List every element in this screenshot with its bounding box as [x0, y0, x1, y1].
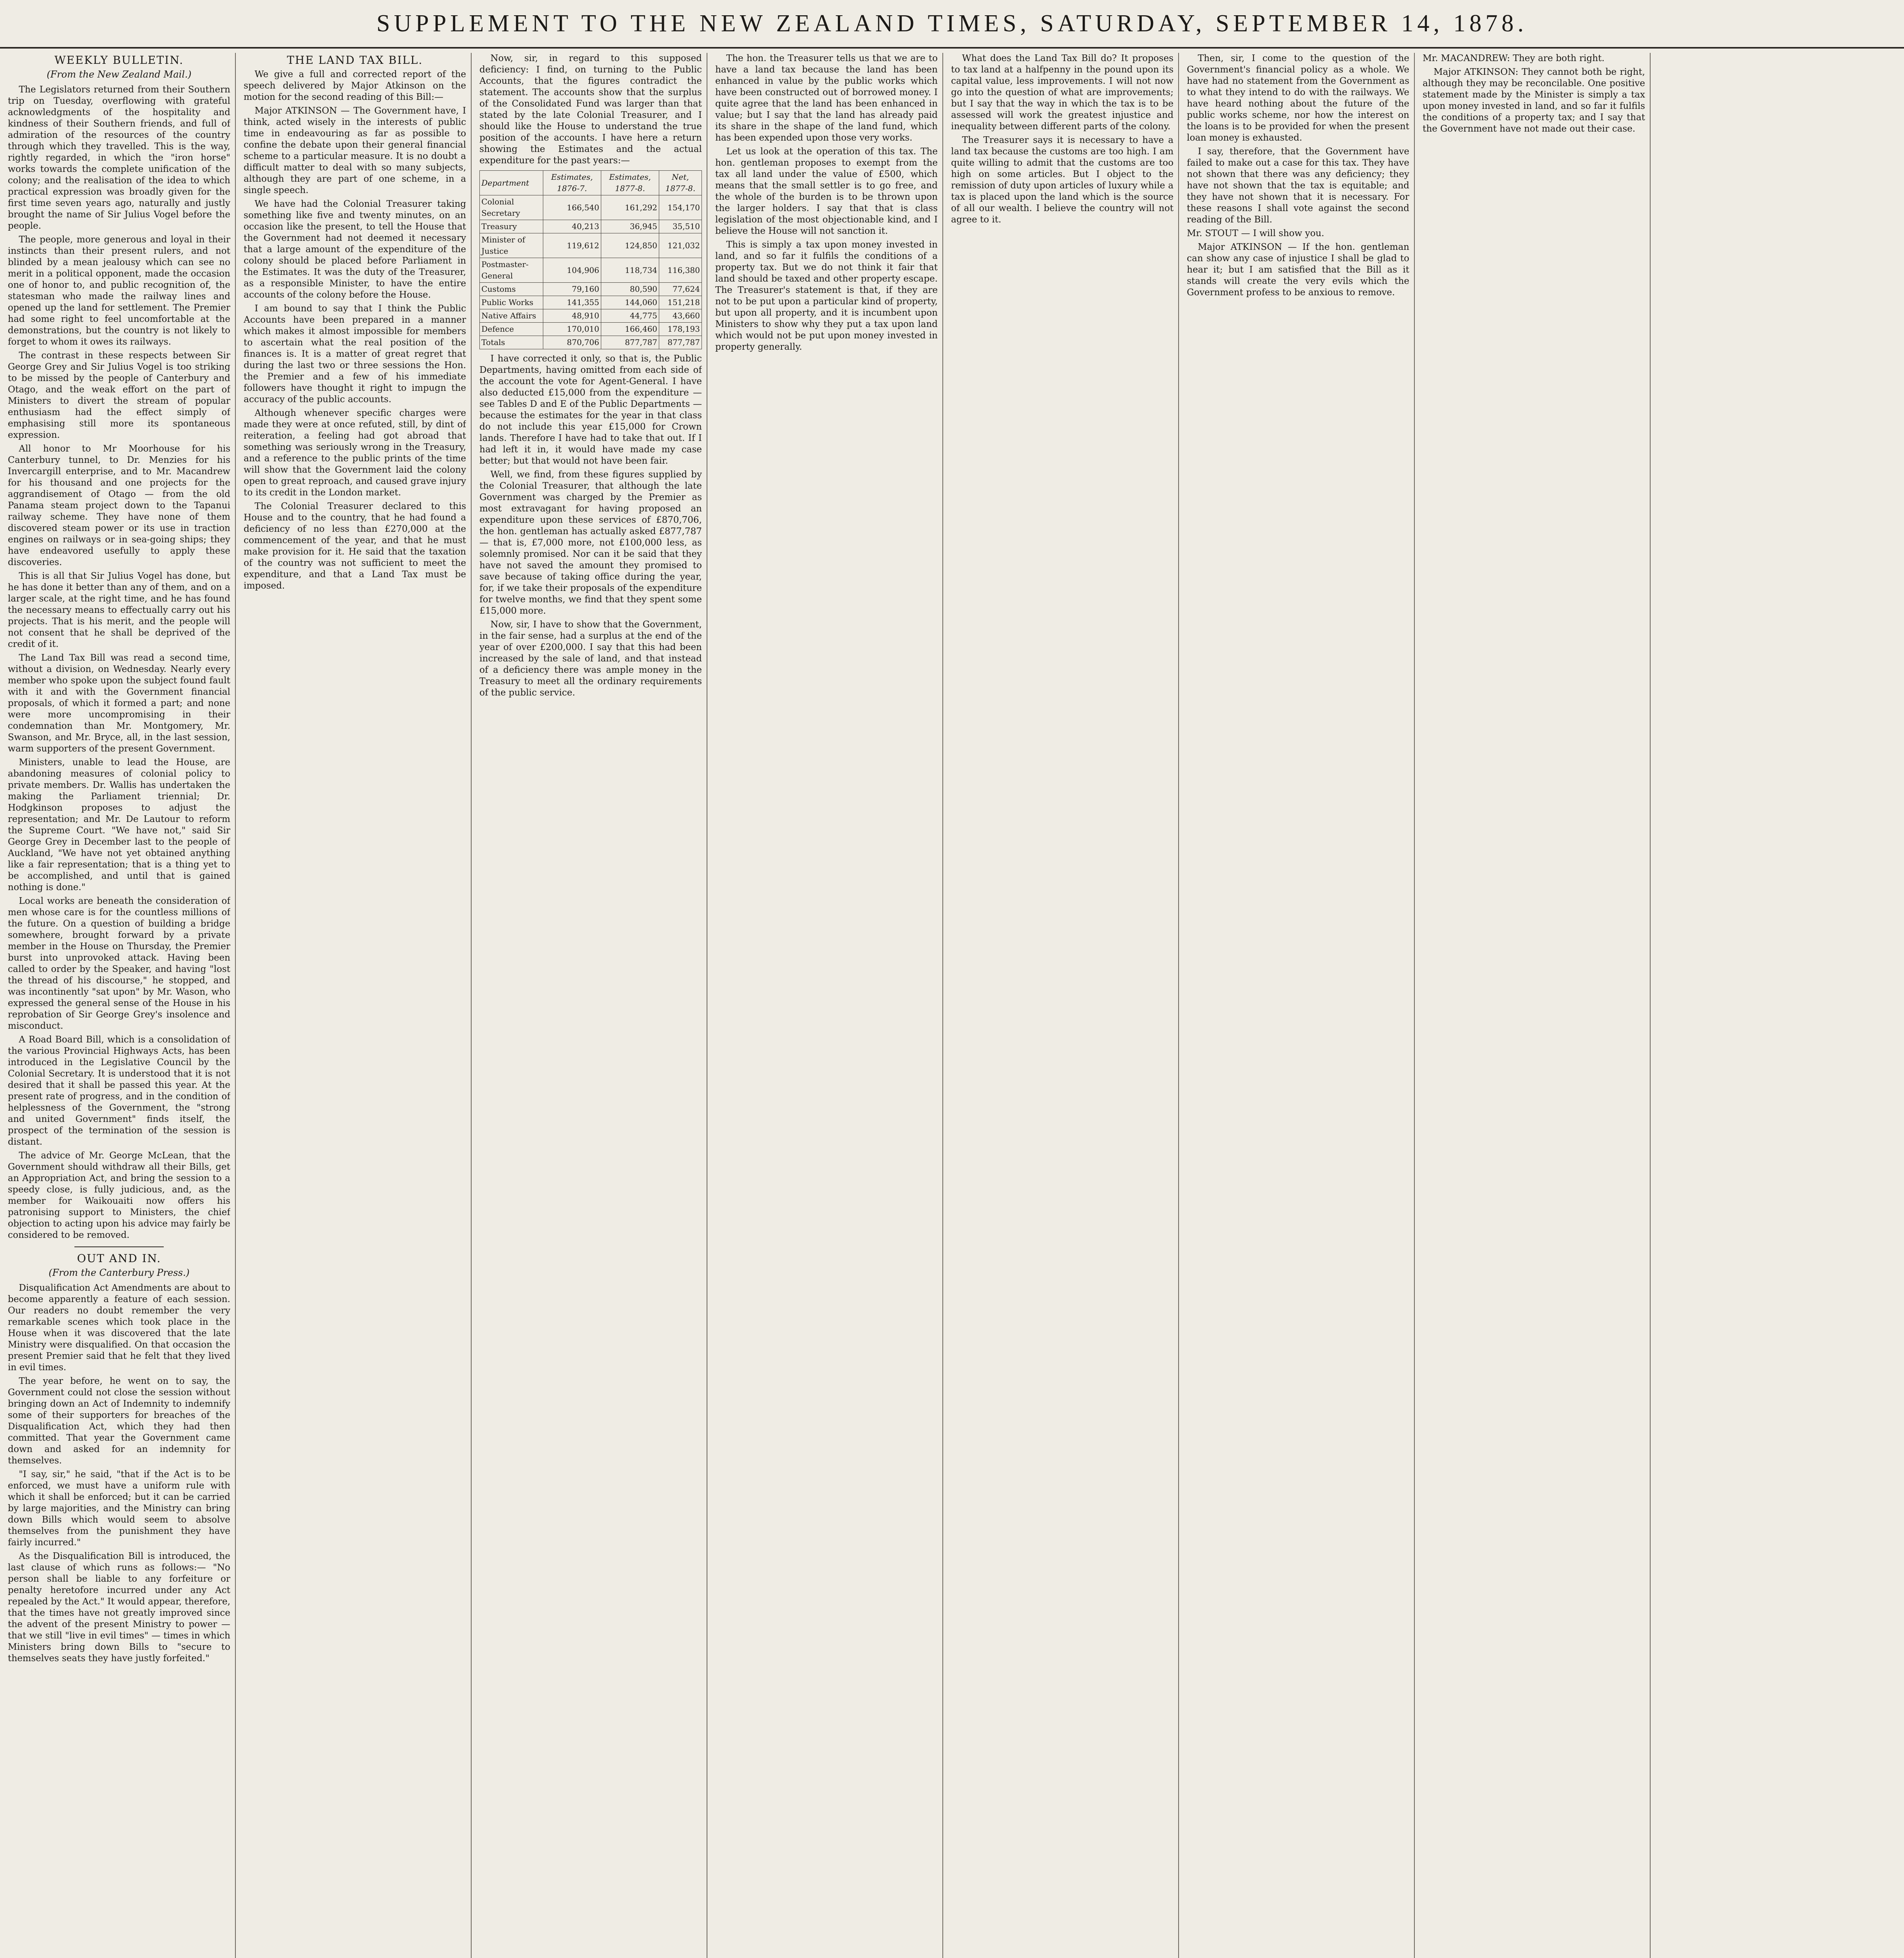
table-cell: 877,787: [659, 336, 702, 349]
table-header-row: [480, 171, 702, 195]
article-paragraph: The hon. the Treasurer tells us that we are to have a land tax because the land has been enhanced in value by the public works which have been constructed out of borrowed money. I quite agree that the land has been enhanced in value; but I say that the land has already paid its share in the shape of the land fund, which has been expended upon those very works.: [715, 53, 938, 143]
article-paragraph: This is simply a tax upon money invested in land, and so far it fulfils the conditions of a property tax. But we do not think it fair that land should be taxed and other property escape. The Treasurer's statement is that, if they are not to be put upon a particular kind of property, but upon all property, and it is incumbent upon Ministers to show why they put a tax upon land which would not be put upon money invested in property generally.: [715, 240, 938, 352]
column-land-tax-6: [1423, 53, 1645, 1958]
table-cell: 141,355: [543, 296, 601, 309]
column-land-tax-1: [244, 53, 466, 1958]
table-cell: 161,292: [601, 195, 659, 220]
article-paragraph: Now, sir, in regard to this supposed deficiency: I find, on turning to the Public Accounts, that the figures contradict the statement. The accounts show that the surplus of the Consolidated Fund was larger than that stated by the late Colonial Treasurer, and I should like the House to understand the true position of the accounts. I have here a return showing the Estimates and the actual expenditure for the past years:—: [479, 53, 702, 166]
table-cell: 119,612: [543, 233, 601, 258]
column-land-tax-7: [1658, 53, 1896, 1958]
masthead: [0, 0, 1904, 49]
table-cell: 877,787: [601, 336, 659, 349]
table-header-cell: Department: [480, 171, 543, 195]
table-cell: Minister of Justice: [480, 233, 543, 258]
table-cell: Postmaster-General: [480, 258, 543, 283]
table-cell: 118,734: [601, 258, 659, 283]
table-cell: 116,380: [659, 258, 702, 283]
column-land-tax-5: [1187, 53, 1409, 1958]
article-paragraph: What does the Land Tax Bill do? It proposes to tax land at a halfpenny in the pound upon its capital value, less improvements. I will not now go into the question of what are improvements; but I say that the way in which the tax is to be assessed will work the greatest injustice and inequality between different parts of the colony.: [951, 53, 1174, 132]
table-cell: Colonial Secretary: [480, 195, 543, 220]
table-cell: 44,775: [601, 309, 659, 323]
table-cell: 178,193: [659, 323, 702, 336]
article-paragraph: The Treasurer says it is necessary to have a land tax because the customs are too high. I am quite willing to admit that the customs are too high on some articles. But I object to the remission of duty upon articles of luxury while a tax is placed upon the land which is the source of all our wealth. I believe the country will not agree to it.: [951, 135, 1174, 225]
table-cell: 77,624: [659, 283, 702, 296]
article-paragraph: Major ATKINSON — If the hon. gentleman can show any case of injustice I shall be glad to hear it; but I am satisfied that the Bill as it stands will create the very evils which the Government profess to be anxious to remove.: [1187, 242, 1409, 298]
table-cell: Totals: [480, 336, 543, 349]
table-row: [480, 283, 702, 296]
expenditure-table: [479, 170, 702, 349]
article-paragraph: Well, we find, from these figures supplied by the Colonial Treasurer, that although the late Government was charged by the Premier as most extravagant for having proposed an expenditure upon these services of £870,706, the hon. gentleman has actually asked £877,787 — that is, £7,000 more, not £100,000 less, as solemnly promised. Nor can it be said that they have not saved the amount they promised to save because of taking office during the year, for, if we take their proposals of the expenditure for twelve months, we find that they spent some £15,000 more.: [479, 470, 702, 616]
table-cell: 40,213: [543, 220, 601, 233]
table-cell: Native Affairs: [480, 309, 543, 323]
article-paragraph: Disqualification Act Amendments are about to become apparently a feature of each session. Our readers no doubt remember the very remarkable scenes which took place in the House when it was discovered that the late Ministry were disqualified. On that occasion the present Premier said that he felt that they lived in evil times.: [8, 1283, 230, 1373]
table-cell: 48,910: [543, 309, 601, 323]
table-row: [480, 296, 702, 309]
masthead-title: SUPPLEMENT TO THE NEW ZEALAND TIMES, SATURDAY, SEPTEMBER 14, 1878.: [376, 10, 1528, 37]
table-cell: 104,906: [543, 258, 601, 283]
article-paragraph: The contrast in these respects between Sir George Grey and Sir Julius Vogel is too striking to be missed by the people of Canterbury and Otago, and the weak effort on the part of Ministers to divert the stream of popular enthusiasm had the effect simply of emphasising still more its spontaneous expression.: [8, 350, 230, 440]
table-row: [480, 323, 702, 336]
table-row: [480, 258, 702, 283]
table-row: [480, 220, 702, 233]
land-tax-heading: THE LAND TAX BILL.: [287, 54, 423, 67]
speaker-line: Mr. MACANDREW: They are both right.: [1423, 53, 1605, 63]
table-cell: Defence: [480, 323, 543, 336]
article-paragraph: This is all that Sir Julius Vogel has done, but he has done it better than any of them, and on a larger scale, at the right time, and he has found the necessary means to effectually carry out his projects. That is his merit, and the people will not consent that he shall be deprived of the credit of it.: [8, 571, 230, 649]
table-header-cell: Estimates, 1877-8.: [601, 171, 659, 195]
article-paragraph: Although whenever specific charges were made they were at once refuted, still, by dint of reiteration, a feeling had got abroad that something was seriously wrong in the Treasury, and a reference to the public prints of the time will show that the Government laid the colony open to great reproach, and caused grave injury to its credit in the London market.: [244, 408, 466, 498]
article-intro: We give a full and corrected report of the speech delivered by Major Atkinson on the motion for the second reading of this Bill:—: [244, 69, 466, 102]
column-rule: [1414, 53, 1415, 1958]
article-paragraph: Let us look at the operation of this tax. The hon. gentleman proposes to exempt from the tax all land under the value of £500, which means that the small settler is to go free, and the whole of the burden is to be thrown upon the larger holders. I say that that is class legislation of the most objectionable kind, and I believe the House will not sanction it.: [715, 146, 938, 236]
table-cell: 154,170: [659, 195, 702, 220]
column-rule: [942, 53, 943, 1958]
table-header-cell: Net, 1877-8.: [659, 171, 702, 195]
column-rule: [1178, 53, 1179, 1958]
table-cell: 870,706: [543, 336, 601, 349]
table-cell: 151,218: [659, 296, 702, 309]
column-weekly-bulletin: [8, 53, 230, 1958]
table-total-row: [480, 336, 702, 349]
article-paragraph: The year before, he went on to say, the Government could not close the session without bringing down an Act of Indemnity to indemnify some of their supporters for breaches of the Disqualification Act, which they had then committed. That year the Government came down and asked for an indemnity for themselves.: [8, 1376, 230, 1466]
table-cell: 80,590: [601, 283, 659, 296]
article-paragraph: Major ATKINSON: They cannot both be right, although they may be reconcilable. One positive statement made by the Minister is simply a tax upon money invested in land, and so far it fulfils the conditions of a property tax; and I say that the Government have not made out their case.: [1423, 67, 1645, 134]
table-cell: 36,945: [601, 220, 659, 233]
article-paragraph: The advice of Mr. George McLean, that the Government should withdraw all their Bills, get an Appropriation Act, and bring the session to a speedy close, is fully judicious, and, as the member for Waikouaiti now offers his patronising support to Ministers, the chief objection to acting upon his advice may fairly be considered to be removed.: [8, 1151, 230, 1240]
article-paragraph: I am bound to say that I think the Public Accounts have been prepared in a manner which makes it almost impossible for members to ascertain what the real position of the finances is. It is a matter of great regret that during the last two or three sessions the Hon. the Premier and a few of his immediate followers have thought it right to impugn the accuracy of the public accounts.: [244, 303, 466, 405]
article-paragraph: The Land Tax Bill was read a second time, without a division, on Wednesday. Nearly every member who spoke upon the subject found fault with it and with the Government financial proposals, of which it formed a part; and none were more uncompromising in their condemnation than Mr. Montgomery, Mr. Swanson, and Mr. Bryce, all, in the last session, warm supporters of the present Government.: [8, 653, 230, 754]
article-paragraph: Now, sir, I have to show that the Government, in the fair sense, had a surplus at the end of the year of over £200,000. I say that this had been increased by the sale of land, and that instead of a deficiency there was ample money in the Treasury to meet all the ordinary requirements of the public service.: [479, 620, 702, 698]
table-cell: 79,160: [543, 283, 601, 296]
table-cell: 124,850: [601, 233, 659, 258]
article-paragraph: A Road Board Bill, which is a consolidation of the various Provincial Highways Acts, has been introduced in the Legislative Council by the Colonial Secretary. It is understood that it is not desired that it shall be passed this year. At the present rate of progress, and in the condition of helplessness of the Government, the "strong and united Government" finds itself, the prospect of the termination of the session is distant.: [8, 1035, 230, 1147]
article-paragraph: The people, more generous and loyal in their instincts than their present rulers, and not blinded by a mean jealousy which can see no merit in a political opponent, made the occasion one of honor to, and public recognition of, the statesman who made the railway lines and opened up the land for settlement. The Premier had some right to feel uncomfortable at the demonstrations, but the country is not likely to forget to whom it owes its railways.: [8, 235, 230, 347]
table-cell: 166,460: [601, 323, 659, 336]
column-rule: [471, 53, 472, 1958]
table-cell: Treasury: [480, 220, 543, 233]
column-land-tax-3: [715, 53, 938, 1958]
speaker-line: Mr. STOUT — I will show you.: [1187, 228, 1324, 238]
table-cell: 170,010: [543, 323, 601, 336]
column-rule: [1650, 53, 1651, 1958]
article-paragraph: The Colonial Treasurer declared to this House and to the country, that he had found a deficiency of no less than £270,000 at the commencement of the year, and that he must make provision for it. He said that the taxation of the country was not sufficient to meet the expenditure, and that a Land Tax must be imposed.: [244, 501, 466, 591]
weekly-bulletin-source: (From the New Zealand Mail.): [47, 69, 192, 80]
article-paragraph: As the Disqualification Bill is introduced, the last clause of which runs as follows:— "No person shall be liable to any forfeiture or penalty heretofore incurred under any Act repealed by the Act." It would appear, therefore, that the times have not greatly improved since the advent of the present Ministry to power — that we still "live in evil times" — times in which Ministers bring down Bills to "secure to themselves seats they have justly forfeited.": [8, 1551, 230, 1664]
table-row: [480, 233, 702, 258]
table-cell: Public Works: [480, 296, 543, 309]
table-row: [480, 195, 702, 220]
article-paragraph: All honor to Mr Moorhouse for his Canterbury tunnel, to Dr. Menzies for his Invercargill enterprise, and to Mr. Macandrew for his thousand and one projects for the aggrandisement of Otago — from the old Panama steam project down to the Tapanui railway scheme. They have none of them discovered steam power or its use in traction engines on railways or in sea-going ships; they have endeavored usefully to apply these discoveries.: [8, 444, 230, 567]
article-paragraph: I have corrected it only, so that is, the Public Departments, having omitted from each side of the account the vote for Agent-General. I have also deducted £15,000 from the expenditure — see Tables D and E of the Public Departments — because the estimates for the year in that class do not include this year £15,000 for Crown lands. Therefore I have had to take that out. If I had left it in, it would have made my case better; but that would not have been fair.: [479, 354, 702, 466]
table-cell: 35,510: [659, 220, 702, 233]
table-cell: Customs: [480, 283, 543, 296]
table-cell: 166,540: [543, 195, 601, 220]
article-paragraph: The Legislators returned from their Southern trip on Tuesday, overflowing with grateful acknowledgments of the hospitality and kindness of their Southern friends, and full of admiration of the resources of the country through which they travelled. This is the way, rightly regarded, in which the "iron horse" works towards the complete unification of the colony; and the realisation of the idea to which practical expression was broadly given for the first time seven years ago, naturally and justly brought the name of Sir Julius Vogel before the people.: [8, 85, 230, 231]
out-and-in-heading: OUT AND IN.: [77, 1252, 161, 1265]
article-paragraph: I say, therefore, that the Government have failed to make out a case for this tax. They have not shown that there was any deficiency; they have not shown that the tax is equitable; and they have not shown that it is necessary. For these reasons I shall vote against the second reading of the Bill.: [1187, 146, 1409, 225]
column-land-tax-4: [951, 53, 1174, 1958]
table-cell: 144,060: [601, 296, 659, 309]
out-and-in-source: (From the Canterbury Press.): [49, 1267, 190, 1278]
article-paragraph: Local works are beneath the consideration of men whose care is for the countless millions of the future. On a question of building a bridge somewhere, brought forward by a private member in the House on Thursday, the Premier burst into unprovoked attack. Having been called to order by the Speaker, and having "lost the thread of his discourse," he stopped, and was incontinently "sat upon" by Mr. Wason, who expressed the general sense of the House in his reprobation of Sir George Grey's insolence and misconduct.: [8, 896, 230, 1031]
table-cell: 121,032: [659, 233, 702, 258]
table-cell: 43,660: [659, 309, 702, 323]
article-paragraph: We have had the Colonial Treasurer taking something like five and twenty minutes, on an occasion like the present, to tell the House that the Government had not deemed it necessary that a large amount of the expenditure of the colony should be placed before Parliament in the Estimates. It was the duty of the Treasurer, as a responsible Minister, to have the entire accounts of the colony before the House.: [244, 199, 466, 300]
article-paragraph: Ministers, unable to lead the House, are abandoning measures of colonial policy to private members. Dr. Wallis has undertaken the making the Parliament triennial; Dr. Hodgkinson proposes to adjust the representation; and Mr. De Lautour to reform the Supreme Court. "We have not," said Sir George Grey in December last to the people of Auckland, "We have not yet obtained anything like a fair representation; that is a thing yet to be accomplished, and until that is gained nothing is done.": [8, 757, 230, 892]
article-paragraph: Then, sir, I come to the question of the Government's financial policy as a whole. We have had no statement from the Government as to what they intend to do with the railways. We have heard nothing about the future of the public works scheme, nor how the interest on the loans is to be provided for when the present loan money is exhausted.: [1187, 53, 1409, 143]
table-row: [480, 309, 702, 323]
weekly-bulletin-heading: WEEKLY BULLETIN.: [54, 54, 184, 67]
table-header-cell: Estimates, 1876-7.: [543, 171, 601, 195]
column-rule: [235, 53, 236, 1958]
article-paragraph: Major ATKINSON — The Government have, I think, acted wisely in the interests of public time in endeavouring as far as possible to confine the debate upon their general financial scheme to a particular measure. It is no doubt a difficult matter to deal with so many subjects, although they are part of one scheme, in a single speech.: [244, 106, 466, 195]
article-paragraph: "I say, sir," he said, "that if the Act is to be enforced, we must have a uniform rule with which it shall be enforced; but it can be carried by large majorities, and the Ministry can bring down Bills which would seem to absolve themselves from the punishment they have fairly incurred.": [8, 1469, 230, 1548]
section-divider: [74, 1246, 163, 1247]
column-land-tax-2: [479, 53, 702, 1958]
